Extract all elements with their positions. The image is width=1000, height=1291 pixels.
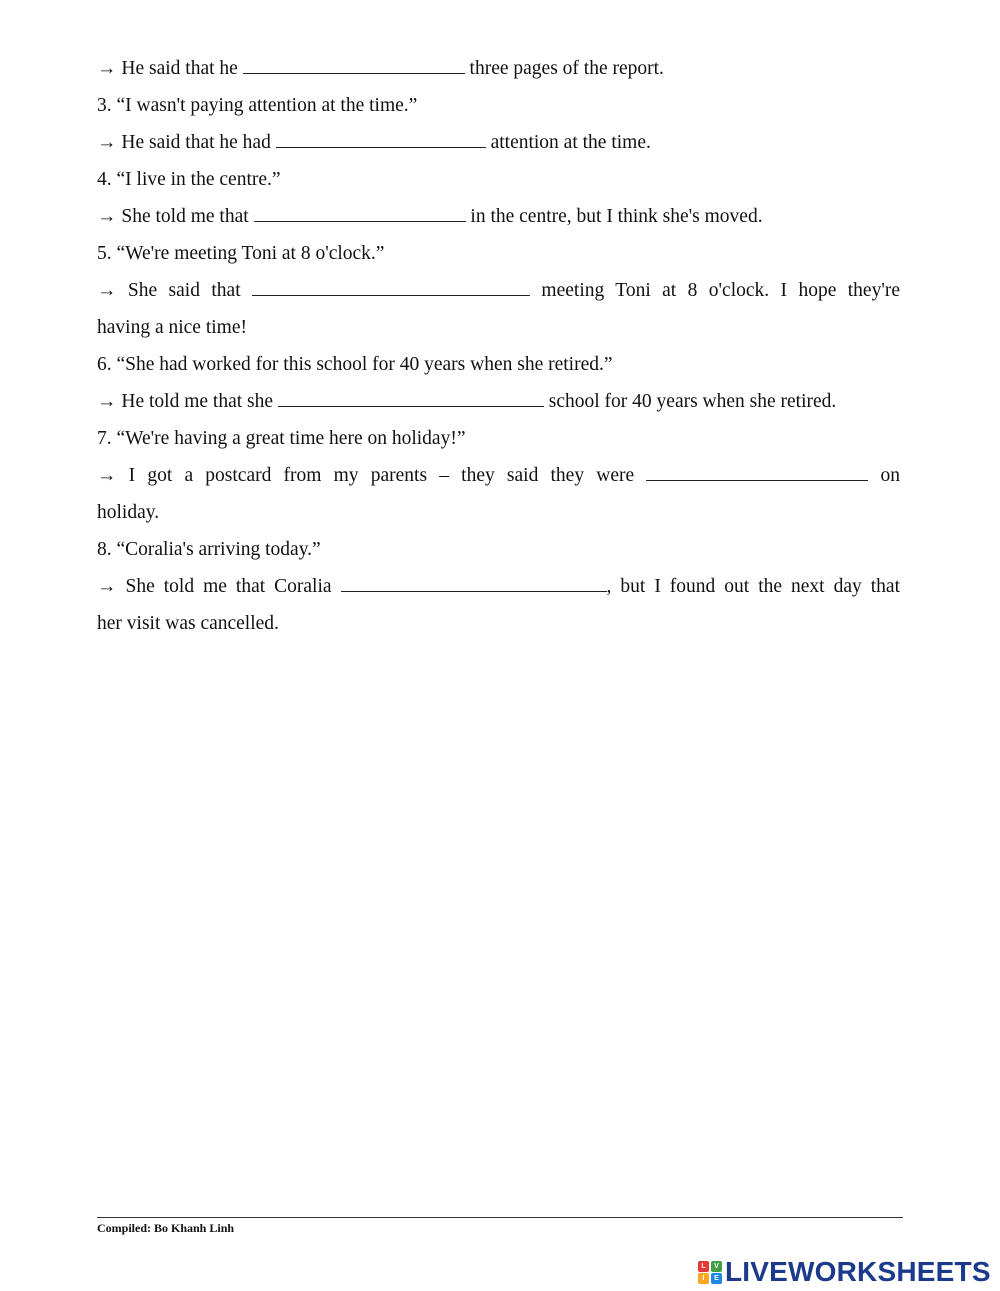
answer-suffix: on [880,465,901,486]
answer-line-8 [97,568,900,605]
answer-line-2 [97,50,900,87]
logo-cube: E [711,1273,722,1284]
answer-blank-8[interactable] [341,573,607,592]
answer-line-5 [97,272,900,309]
answer-blank-7[interactable] [646,462,868,481]
footer-divider [97,1217,903,1218]
logo-cubes-icon [698,1261,709,1284]
answer-line-4 [97,198,900,235]
logo-text: LIVEWORKSHEETS [725,1256,991,1287]
answer-suffix: school for 40 years when she retired. [548,391,837,412]
question-3: 3. “I wasn't paying attention at the time.” [97,95,418,116]
worksheet-content [97,50,900,642]
question-7: 7. “We're having a great time here on holiday!” [97,428,466,449]
answer-continuation-7: holiday. [97,502,160,523]
logo-cube: I [698,1273,709,1284]
answer-blank-6[interactable] [278,388,544,407]
answer-suffix: meeting Toni at 8 o'clock. I hope they're [541,280,900,301]
answer-blank-3[interactable] [276,129,486,148]
logo-cube: L [698,1261,709,1272]
answer-prefix: → He said that he had [97,132,271,153]
answer-prefix: → She said that [97,280,241,301]
footer-compiled-by: Compiled: Bo Khanh Linh [97,1221,235,1235]
question-6: 6. “She had worked for this school for 40 years when she retired.” [97,354,613,375]
answer-suffix: , but I found out the next day that [606,576,900,597]
answer-continuation-5: having a nice time! [97,317,247,338]
answer-prefix: → He told me that she [97,391,274,412]
answer-continuation-8: her visit was cancelled. [97,613,279,634]
answer-line-6 [97,383,900,420]
question-5: 5. “We're meeting Toni at 8 o'clock.” [97,243,385,264]
answer-blank-4[interactable] [254,203,466,222]
question-4: 4. “I live in the centre.” [97,169,281,190]
logo-cubes-icon [711,1261,722,1284]
answer-line-7 [97,457,900,494]
answer-blank-5[interactable] [252,277,530,296]
liveworksheets-logo [698,1257,991,1287]
answer-suffix: three pages of the report. [469,58,664,79]
question-8: 8. “Coralia's arriving today.” [97,539,321,560]
answer-prefix: → She told me that Coralia [97,576,332,597]
answer-prefix: → He said that he [97,58,238,79]
answer-line-3 [97,124,900,161]
answer-prefix: → I got a postcard from my parents – they said they were [97,465,635,486]
answer-suffix: attention at the time. [490,132,651,153]
answer-prefix: → She told me that [97,206,249,227]
logo-cube: V [711,1261,722,1272]
answer-blank-2[interactable] [243,55,465,74]
answer-suffix: in the centre, but I think she's moved. [470,206,763,227]
